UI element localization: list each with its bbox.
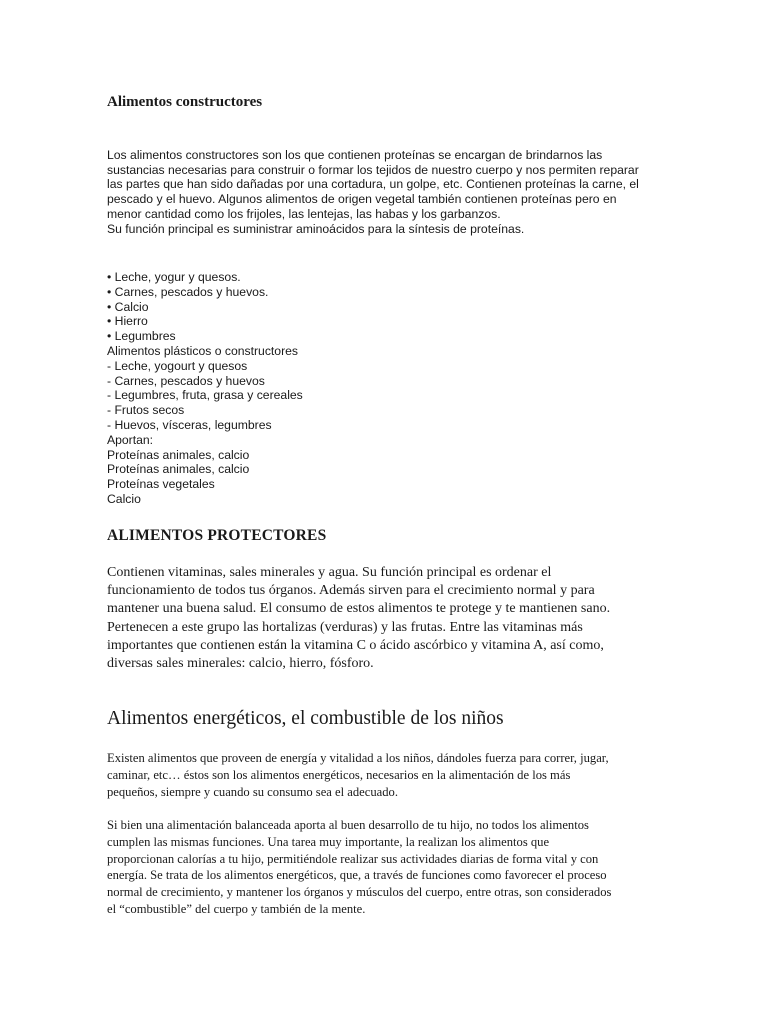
text-line: Si bien una alimentación balanceada aporta al buen desarrollo de tu hijo, no todos los alimentos [107, 818, 589, 832]
paragraph-energeticos-2 [107, 817, 667, 918]
list-item: • Leche, yogur y quesos. [107, 270, 241, 284]
list-item: - Carnes, pescados y huevos [107, 373, 265, 388]
text-line: energía. Se trata de los alimentos energéticos, que, a través de funciones como favorecer el proceso [107, 868, 607, 883]
text-line: pescado y el huevo. Algunos alimentos de origen vegetal también contienen proteínas pero en [107, 192, 617, 207]
text-line: Existen alimentos que proveen de energía y vitalidad a los niños, dándoles fuerza para correr, jugar, [107, 751, 609, 765]
list-item: Calcio [107, 491, 141, 506]
paragraph-energeticos-1 [107, 750, 667, 800]
text-line: importantes que contienen están la vitamina C o ácido ascórbico y vitamina A, así como, [107, 637, 604, 653]
list-item: Proteínas animales, calcio [107, 462, 250, 477]
text-line: el “combustible” del cuerpo y también de la mente. [107, 901, 366, 916]
food-list [107, 270, 667, 507]
text-line: diversas sales minerales: calcio, hierro, fósforo. [107, 656, 374, 672]
text-line: Los alimentos constructores son los que contienen proteínas se encargan de brindarnos las [107, 148, 603, 162]
text-line: sustancias necesarias para construir o formar los tejidos de nuestro cuerpo y nos permiten reparar [107, 162, 639, 177]
paragraph-protectores [107, 564, 667, 673]
list-item: Proteínas vegetales [107, 477, 215, 492]
list-item: • Legumbres [107, 329, 176, 344]
heading-alimentos-protectores: ALIMENTOS PROTECTORES [107, 527, 327, 544]
list-item: - Legumbres, fruta, grasa y cereales [107, 388, 303, 403]
list-item: - Frutos secos [107, 403, 185, 418]
list-item: Proteínas animales, calcio [107, 447, 250, 462]
heading-alimentos-constructores: Alimentos constructores [107, 94, 263, 110]
text-line: proporcionan calorías a tu hijo, permitiéndole realizar sus actividades diarias de forma vital y con [107, 851, 599, 866]
list-item: Alimentos plásticos o constructores [107, 343, 299, 358]
list-item: • Calcio [107, 299, 149, 314]
text-line: Pertenecen a este grupo las hortalizas (verduras) y las frutas. Entre las vitaminas más [107, 619, 583, 635]
text-line: pequeños, siempre y cuando su consumo sea el adecuado. [107, 784, 398, 799]
list-item: - Huevos, vísceras, legumbres [107, 417, 272, 432]
list-item: • Hierro [107, 314, 148, 329]
text-line: cumplen las mismas funciones. Una tarea muy importante, la realizan los alimentos que [107, 834, 550, 849]
list-item: - Leche, yogourt y quesos [107, 358, 248, 373]
text-line: Su función principal es suministrar aminoácidos para la síntesis de proteínas. [107, 221, 525, 236]
text-line: menor cantidad como los frijoles, las lentejas, las habas y los garbanzos. [107, 206, 501, 221]
text-line: caminar, etc… éstos son los alimentos energéticos, necesarios en la alimentación de los más [107, 767, 571, 782]
list-item: Aportan: [107, 432, 154, 447]
text-line: funcionamiento de todos tus órganos. Además sirven para el crecimiento normal y para [107, 583, 595, 599]
text-line: las partes que han sido dañadas por una cortadura, un golpe, etc. Contienen proteínas la carne, el [107, 177, 639, 192]
text-line: normal de crecimiento, y mantener los órganos y músculos del cuerpo, entre otras, son considerados [107, 885, 612, 900]
heading-alimentos-energeticos: Alimentos energéticos, el combustible de los niños [107, 708, 504, 729]
paragraph-constructores [107, 148, 667, 236]
list-item: • Carnes, pescados y huevos. [107, 284, 269, 299]
text-line: Contienen vitaminas, sales minerales y agua. Su función principal es ordenar el [107, 565, 552, 580]
text-line: mantener una buena salud. El consumo de estos alimentos te protege y te mantienen sano. [107, 601, 611, 617]
